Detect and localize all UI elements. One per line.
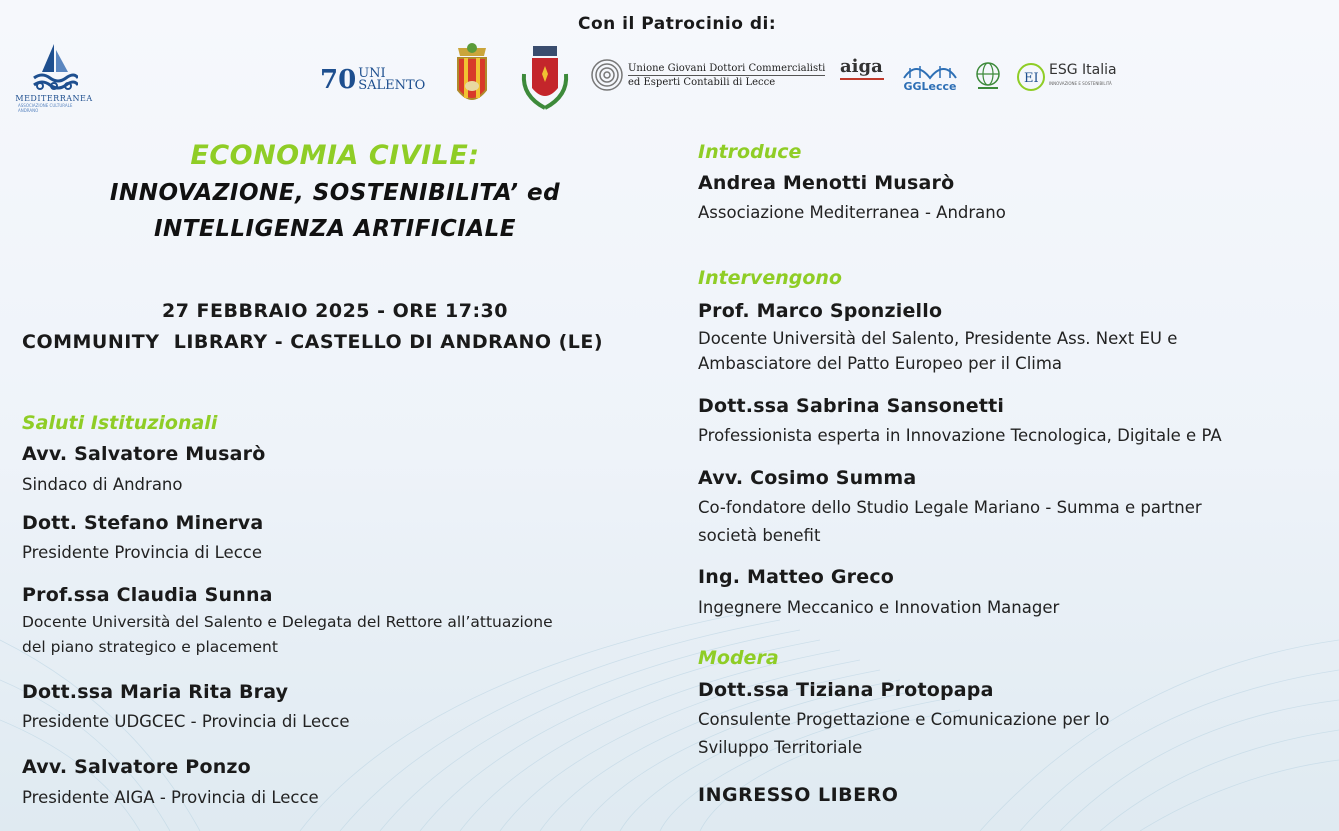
event-title-line1: ECONOMIA CIVILE: (190, 140, 480, 171)
intervengono-section-title: Intervengono (698, 267, 842, 289)
unisalento-uni: UNI (358, 66, 386, 81)
speaker-role-line2: del piano strategico e placement (22, 638, 278, 656)
speaker-role: Sindaco di Andrano (22, 475, 183, 494)
sailboat-logo-icon (30, 42, 78, 94)
modera-section-title: Modera (698, 647, 779, 669)
speaker-name: Avv. Salvatore Musarò (22, 443, 266, 465)
introduce-section-title: Introduce (698, 141, 802, 163)
udgcec-line1: Unione Giovani Dottori Commercialisti (628, 62, 826, 74)
esg-text: ESG Italia (1049, 62, 1117, 78)
speaker-name: Avv. Cosimo Summa (698, 467, 917, 489)
introducer-role: Associazione Mediterranea - Andrano (698, 203, 1006, 222)
event-location: COMMUNITY LIBRARY - CASTELLO DI ANDRANO (LE) (22, 331, 604, 353)
fingerprint-icon (590, 58, 624, 92)
speaker-role-line1: Docente Università del Salento e Delegata del Rettore all’attuazione (22, 613, 553, 631)
esg-subtext: INNOVAZIONE E SOSTENIBILITÀ (1049, 81, 1112, 86)
moderator-name: Dott.ssa Tiziana Protopapa (698, 679, 994, 701)
svg-text:EI: EI (1024, 71, 1039, 86)
udgcec-line2: ed Esperti Contabili di Lecce (628, 76, 776, 88)
ingresso-libero: INGRESSO LIBERO (698, 784, 899, 806)
event-title-line2: INNOVAZIONE, SOSTENIBILITA’ ed (109, 180, 561, 206)
introducer-name: Andrea Menotti Musarò (698, 172, 955, 194)
speaker-role: Presidente Provincia di Lecce (22, 543, 263, 562)
aiga-text: aiga (840, 56, 883, 77)
event-date: 27 FEBBRAIO 2025 - ORE 17:30 (162, 300, 508, 322)
mediterranea-text: MEDITERRANEA (15, 94, 93, 103)
unisalento-70: 70 (320, 65, 357, 95)
speaker-name: Dott. Stefano Minerva (22, 512, 264, 534)
speaker-role: Professionista esperta in Innovazione Tecnologica, Digitale e PA (698, 426, 1222, 445)
speaker-name: Prof.ssa Claudia Sunna (22, 584, 273, 606)
patrocinio-label: Con il Patrocinio di: (578, 14, 777, 34)
speaker-name: Dott.ssa Maria Rita Bray (22, 681, 289, 703)
saluti-section-title: Saluti Istituzionali (22, 412, 218, 434)
unisalento-name: SALENTO (358, 78, 426, 93)
globe-icon (972, 60, 1004, 92)
esg-emblem-icon (1016, 62, 1046, 92)
lecce-coat-of-arms (448, 42, 496, 112)
mediterranea-logo (15, 42, 93, 114)
mediterranea-subtext: ASSOCIAZIONE CULTURALE ANDRANO (18, 103, 73, 113)
speaker-role: Presidente UDGCEC - Provincia di Lecce (22, 712, 350, 731)
speaker-role: Presidente AIGA - Provincia di Lecce (22, 788, 319, 807)
speaker-role-line2: società benefit (698, 526, 821, 545)
bridge-arch-icon (902, 58, 958, 80)
speaker-name: Prof. Marco Sponziello (698, 300, 943, 322)
gglecce-logo (902, 58, 958, 93)
speaker-role-line1: Co-fondatore dello Studio Legale Mariano - Summa e partner (698, 498, 1202, 517)
crest-icon (518, 44, 572, 112)
aiga-underline (840, 78, 884, 80)
unisalento-logo (320, 64, 425, 96)
event-title-line3: INTELLIGENZA ARTIFICIALE (154, 216, 516, 242)
speaker-role: Ingegnere Meccanico e Innovation Manager (698, 598, 1060, 617)
globe-logo (972, 60, 1004, 92)
speaker-name: Dott.ssa Sabrina Sansonetti (698, 395, 1005, 417)
speaker-role-line2: Ambasciatore del Patto Europeo per il Clima (698, 354, 1063, 373)
speaker-name: Ing. Matteo Greco (698, 566, 895, 588)
andrano-coat-of-arms (518, 44, 572, 112)
coat-of-arms-icon (448, 42, 496, 112)
gglecce-text: GGLecce (903, 80, 957, 93)
esg-italia-logo (1016, 62, 1117, 92)
moderator-role-line2: Sviluppo Territoriale (698, 738, 863, 757)
speaker-name: Avv. Salvatore Ponzo (22, 756, 251, 778)
udgcec-logo (590, 58, 825, 92)
speaker-role-line1: Docente Università del Salento, Presidente Ass. Next EU e (698, 329, 1178, 348)
moderator-role-line1: Consulente Progettazione e Comunicazione per lo (698, 710, 1110, 729)
aiga-logo (840, 56, 884, 80)
